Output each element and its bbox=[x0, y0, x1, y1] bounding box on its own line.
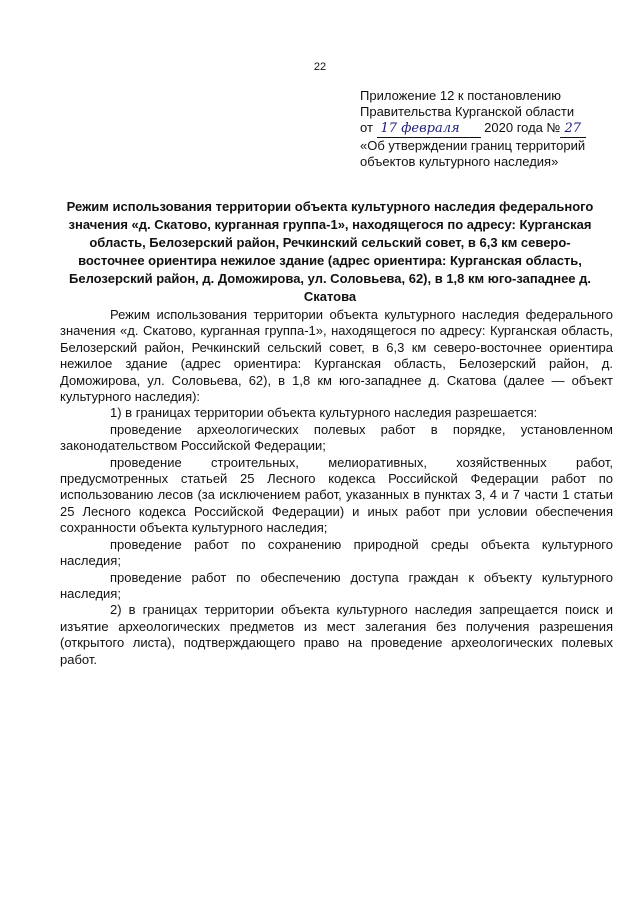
appendix-date-line bbox=[360, 120, 610, 138]
handwritten-number: 27 bbox=[560, 121, 586, 138]
paragraph: проведение работ по обеспечению доступа граждан к объекту культурного наследия; bbox=[60, 569, 613, 601]
document-title: Режим использования территории объекта культурного наследия федерального значения «д. Скатово, курганная группа-1», находящегося по адресу: Курганская область, Белозерский район, Речкинский сельский совет, в 6,3 км северо-восточнее ориентира нежилое здание (адрес ориентира: Курганская область, Белозерский район, д. Доможирова, ул. Соловьева, 62), в 1,8 км юго-западнее д. Скатова bbox=[66, 199, 594, 304]
paragraph: проведение работ по сохранению природной среды объекта культурного наследия; bbox=[60, 536, 613, 569]
from-label: от bbox=[360, 120, 373, 135]
paragraph: 1) в границах территории объекта культурного наследия разрешается: bbox=[110, 405, 538, 421]
paragraph: Режим использования территории объекта культурного наследия федерального значения «д. Скатово, курганная группа-1», находящегося по адресу: Курганская область, Белозерский район, Речкинский сельский совет, в 6,3 км северо-восточнее ориентира нежилое здание (адрес ориентира: Курганская область, Белозерский район, д. Доможирова, ул. Соловьева, 62), в 1,8 км юго-западнее д. Скатова (далее — объект культурного наследия): bbox=[60, 307, 613, 405]
document-body bbox=[60, 307, 613, 668]
paragraph: проведение строительных, мелиоративных, хозяйственных работ, предусмотренных статьей 25 Лесного кодекса Российской Федерации работ по использованию лесов (за исключением работ, указанных в пунктах 3, 4 и 7 части 1 статьи 25 Лесного кодекса Российской Федерации) и иных работ при условии обеспечения сохранности объекта культурного наследия; bbox=[60, 454, 613, 536]
year-text: 2020 года № bbox=[484, 120, 561, 135]
page-number: 22 bbox=[313, 61, 327, 73]
appendix-line-2: Правительства Курганской области bbox=[360, 104, 575, 119]
handwritten-date: 17 февраля bbox=[377, 121, 481, 138]
paragraph: проведение археологических полевых работ в порядке, установленном законодательством Российской Федерации; bbox=[60, 421, 613, 454]
appendix-header bbox=[360, 88, 610, 170]
appendix-line-1: Приложение 12 к постановлению bbox=[360, 88, 562, 103]
appendix-line-4: «Об утверждении границ территорий bbox=[360, 138, 586, 153]
appendix-line-5: объектов культурного наследия» bbox=[360, 154, 559, 169]
paragraph: 2) в границах территории объекта культурного наследия запрещается поиск и изъятие археологических предметов из мест залегания без получения разрешения (открытого листа), подтверждающего право на проведение археологических полевых работ. bbox=[60, 602, 613, 667]
